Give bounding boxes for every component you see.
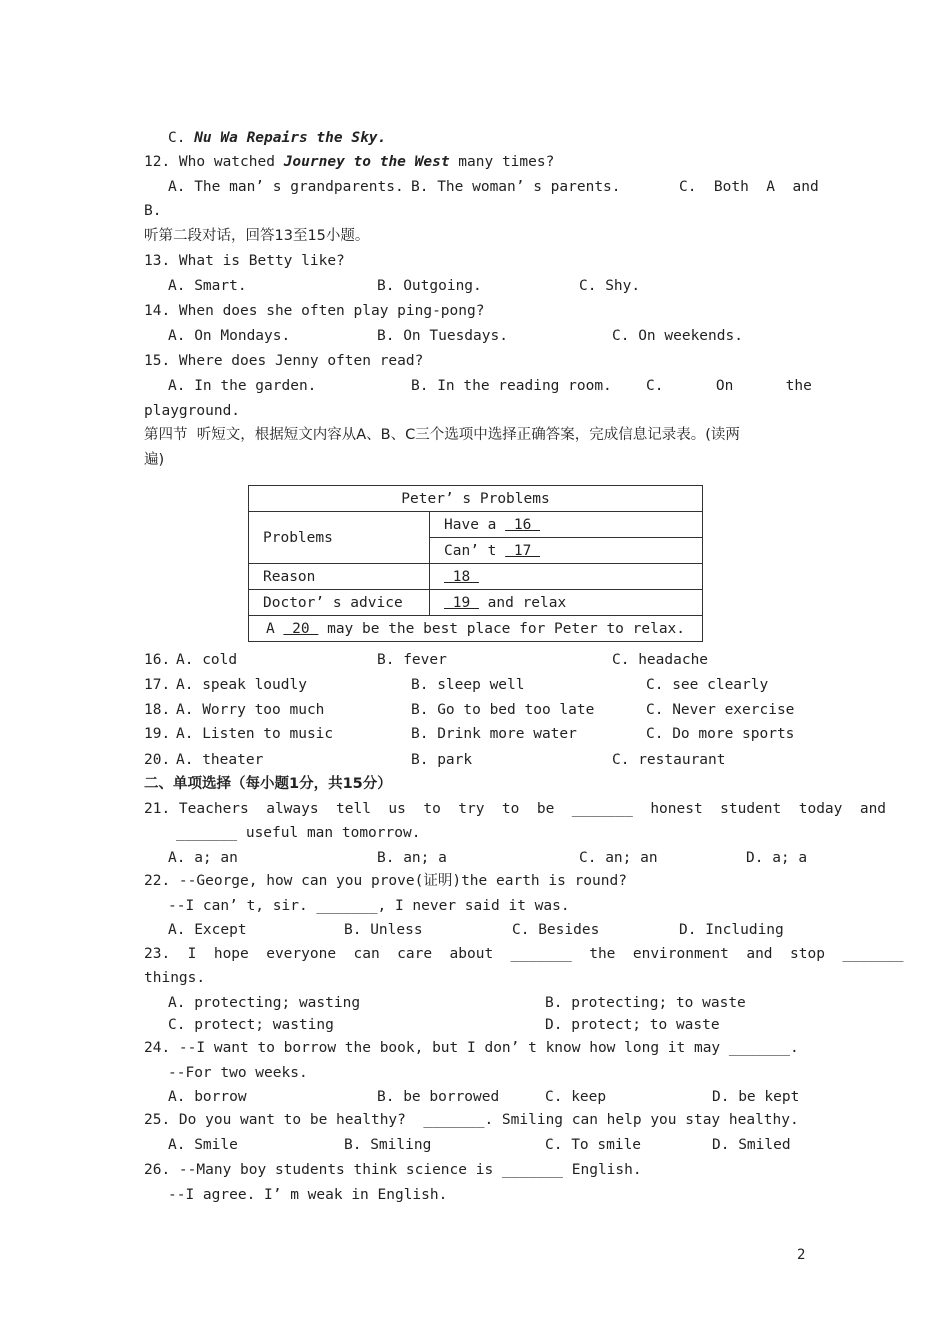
page-number: 2 [797, 1247, 806, 1263]
q12-option-c-wrap: B. [144, 203, 162, 219]
q22-line-2: --I can’ t, sir. _______, I never said it was. [168, 898, 570, 914]
q15-option-a: A. In the garden. [168, 378, 317, 394]
q19-number: 19. [144, 726, 171, 742]
q14-option-a: A. On Mondays. [168, 328, 291, 344]
advice-label: Doctor’ s advice [249, 590, 430, 616]
q24-option-a: A. borrow [168, 1089, 247, 1105]
q22-option-d: D. Including [679, 922, 784, 938]
q23-line-1: 23. I hope everyone can care about _______ the environment and stop _______ [144, 946, 904, 962]
problem-have-a [430, 512, 703, 538]
option-letter: C. [168, 130, 186, 146]
table-title: Peter’ s Problems [249, 486, 703, 512]
q11-option-c [168, 128, 386, 148]
q24-line-2: --For two weeks. [168, 1065, 308, 1081]
part-2-heading: 二、单项选择（每小题1分，共15分） [144, 776, 392, 792]
blank-16: 16 [505, 516, 541, 533]
q25-option-c: C. To smile [545, 1137, 642, 1153]
q21-option-c: C. an; an [579, 850, 658, 866]
and-relax-text: and relax [478, 594, 567, 611]
q12-post: many times? [449, 154, 555, 170]
q22-option-a: A. Except [168, 922, 247, 938]
reason-cell [430, 564, 703, 590]
q18-option-a: A. Worry too much [176, 702, 325, 718]
q25-option-b: B. Smiling [344, 1137, 432, 1153]
problems-label: Problems [249, 512, 430, 564]
q21-line-1: 21. Teachers always tell us to try to be _______ honest student today and [144, 801, 887, 817]
q16-option-a: A. cold [176, 652, 238, 668]
q24-line-1: 24. --I want to borrow the book, but I don’ t know how long it may _______. [144, 1040, 799, 1056]
blank-18: 18 [444, 568, 479, 585]
q15-option-c-wrap: playground. [144, 403, 241, 419]
q26-line-1: 26. --Many boy students think science is _______ English. [144, 1162, 642, 1178]
cant-text: Can’ t [444, 542, 506, 559]
problem-cant [430, 538, 703, 564]
q16-number: 16. [144, 652, 171, 668]
q12-title: Journey to the West [283, 154, 450, 170]
q19-option-b: B. Drink more water [411, 726, 577, 742]
q20-number: 20. [144, 752, 171, 768]
section-4-heading-wrap: 遍) [144, 452, 165, 468]
last-post-text: may be the best place for Peter to relax. [318, 620, 686, 637]
table-last-row [249, 616, 703, 642]
blank-19: 19 [444, 594, 479, 611]
q22-option-c: C. Besides [512, 922, 600, 938]
section-2-heading: 听第二段对话，回答13至15小题。 [144, 228, 370, 244]
q16-option-b: B. fever [377, 652, 447, 668]
q21-line-2: _______ useful man tomorrow. [176, 825, 421, 841]
have-a-text: Have a [444, 516, 506, 533]
q19-option-a: A. Listen to music [176, 726, 334, 742]
last-a-text: A [265, 620, 284, 637]
q15-option-c: C. On the [646, 378, 812, 394]
q13-option-b: B. Outgoing. [377, 278, 482, 294]
q12-pre: 12. Who watched [144, 154, 284, 170]
q12-question [144, 152, 554, 172]
q21-option-b: B. an; a [377, 850, 447, 866]
q14-option-c: C. On weekends. [612, 328, 743, 344]
q18-number: 18. [144, 702, 171, 718]
blank-17: 17 [505, 542, 541, 559]
q20-option-b: B. park [411, 752, 473, 768]
q25-option-a: A. Smile [168, 1137, 238, 1153]
q20-option-c: C. restaurant [612, 752, 726, 768]
q13-question: 13. What is Betty like? [144, 253, 345, 269]
q22-option-b: B. Unless [344, 922, 423, 938]
q16-option-c: C. headache [612, 652, 709, 668]
q25-option-d: D. Smiled [712, 1137, 791, 1153]
section-4-heading: 第四节 听短文，根据短文内容从A、B、C三个选项中选择正确答案，完成信息记录表。(读两 [144, 427, 740, 443]
q23-line-2: things. [144, 970, 206, 986]
q23-option-d: D. protect; to waste [545, 1017, 720, 1033]
q14-option-b: B. On Tuesdays. [377, 328, 508, 344]
q17-option-b: B. sleep well [411, 677, 525, 693]
q12-option-a: A. The man’ s grandparents. [168, 179, 404, 195]
q25-line-1: 25. Do you want to be healthy? _______. Smiling can help you stay healthy. [144, 1112, 799, 1128]
q15-option-b: B. In the reading room. [411, 378, 612, 394]
q15-question: 15. Where does Jenny often read? [144, 353, 424, 369]
q26-line-2: --I agree. I’ m weak in English. [168, 1187, 448, 1203]
q13-option-a: A. Smart. [168, 278, 247, 294]
q20-option-a: A. theater [176, 752, 264, 768]
q17-number: 17. [144, 677, 171, 693]
info-record-table [248, 485, 703, 642]
q24-option-b: B. be borrowed [377, 1089, 500, 1105]
blank-20: 20 [283, 620, 319, 637]
q23-option-c: C. protect; wasting [168, 1017, 334, 1033]
reason-label: Reason [249, 564, 430, 590]
q12-option-b: B. The woman’ s parents. [411, 179, 621, 195]
q22-line-1: 22. --George, how can you prove(证明)the earth is round? [144, 873, 627, 889]
option-text: Nu Wa Repairs the Sky. [194, 130, 387, 146]
q17-option-c: C. see clearly [646, 677, 769, 693]
q24-option-c: C. keep [545, 1089, 607, 1105]
q12-option-c: C. Both A and [679, 179, 819, 195]
q24-option-d: D. be kept [712, 1089, 800, 1105]
q14-question: 14. When does she often play ping-pong? [144, 303, 485, 319]
q17-option-a: A. speak loudly [176, 677, 307, 693]
q23-option-b: B. protecting; to waste [545, 995, 746, 1011]
q13-option-c: C. Shy. [579, 278, 641, 294]
q18-option-b: B. Go to bed too late [411, 702, 595, 718]
q23-option-a: A. protecting; wasting [168, 995, 361, 1011]
q19-option-c: C. Do more sports [646, 726, 795, 742]
advice-cell [430, 590, 703, 616]
q21-option-a: A. a; an [168, 850, 238, 866]
q18-option-c: C. Never exercise [646, 702, 795, 718]
q21-option-d: D. a; a [746, 850, 808, 866]
